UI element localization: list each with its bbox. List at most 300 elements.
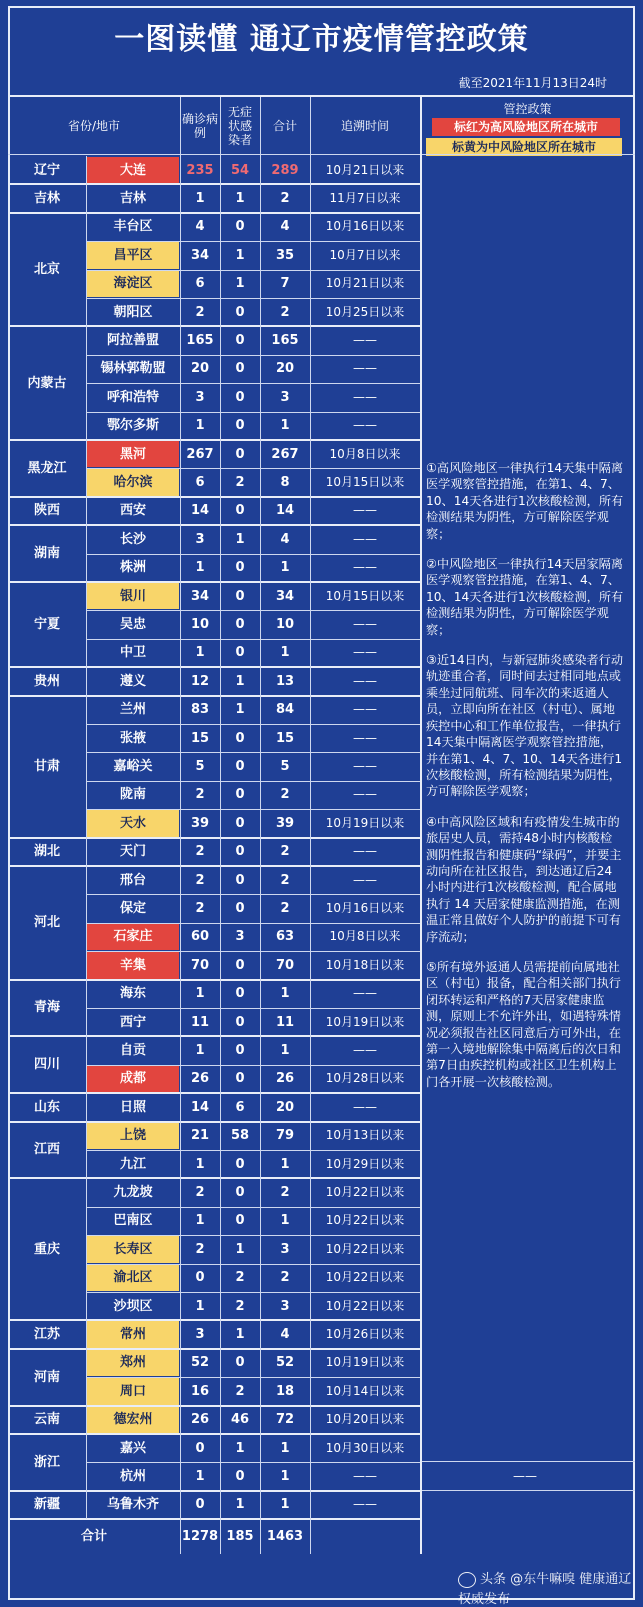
column-divider <box>310 97 311 1554</box>
asymptomatic-cell: 0 <box>235 730 245 746</box>
total-cell: 3 <box>280 1298 290 1314</box>
trace-date-cell: 10月21日以来 <box>325 162 405 177</box>
trace-date-cell: 10月26日以来 <box>325 1327 405 1342</box>
confirmed-cell: 26 <box>190 1071 210 1087</box>
row-divider <box>86 241 420 242</box>
city-cell: 中卫 <box>119 645 146 661</box>
city-cell: 常州 <box>87 1321 179 1347</box>
trace-date-cell: 10月25日以来 <box>325 304 405 319</box>
confirmed-cell: 1 <box>195 418 205 434</box>
province-cell: 北京 <box>33 262 60 278</box>
total-cell: 2 <box>280 901 290 917</box>
asymptomatic-cell: 0 <box>235 1014 245 1030</box>
policy-paragraph-2: ②中风险地区一律执行14天居家隔离医学观察管控措施，在第1、4、7、10、14天各进行1次核酸检测，所有检测结果为阴性，方可解除医学观察； <box>426 557 624 637</box>
trace-date-cell: —— <box>353 730 377 745</box>
trace-date-cell: 10月19日以来 <box>325 1014 405 1029</box>
city-cell: 辛集 <box>87 952 179 978</box>
legend-medium-risk: 标黄为中风险地区所在城市 <box>426 138 622 156</box>
trace-date-cell: 10月8日以来 <box>329 929 401 944</box>
total-cell: 2 <box>280 1185 290 1201</box>
trace-date-cell: 10月16日以来 <box>325 219 405 234</box>
asymptomatic-cell: 0 <box>235 901 245 917</box>
confirmed-cell: 1 <box>195 1469 205 1485</box>
confirmed-cell: 267 <box>186 446 214 462</box>
header-policy: 管控政策 <box>503 102 552 116</box>
total-cell: 11 <box>275 1014 295 1030</box>
province-cell: 山东 <box>33 1099 60 1115</box>
province-cell: 云南 <box>33 1412 60 1428</box>
province-cell: 陕西 <box>33 503 60 519</box>
city-cell: 长沙 <box>119 531 146 547</box>
city-cell: 西安 <box>119 503 146 519</box>
row-divider <box>86 809 420 810</box>
city-cell: 兰州 <box>119 702 146 718</box>
city-cell: 西宁 <box>119 1014 146 1030</box>
trace-date-cell: —— <box>353 503 377 518</box>
city-cell: 天水 <box>87 810 179 836</box>
asymptomatic-cell: 0 <box>235 389 245 405</box>
city-cell: 锡林郭勒盟 <box>100 361 166 377</box>
asymptomatic-cell: 0 <box>235 1213 245 1229</box>
total-cell: 15 <box>275 730 295 746</box>
asymptomatic-cell: 0 <box>235 872 245 888</box>
confirmed-cell: 2 <box>195 1185 205 1201</box>
row-divider <box>8 154 635 155</box>
asymptomatic-cell: 2 <box>235 1383 245 1399</box>
trace-date-cell: —— <box>353 389 377 404</box>
trace-date-cell: 10月14日以来 <box>325 1383 405 1398</box>
province-cell: 宁夏 <box>33 617 60 633</box>
total-cell: 26 <box>275 1071 295 1087</box>
asymptomatic-cell: 0 <box>235 418 245 434</box>
city-cell: 巴南区 <box>113 1213 153 1229</box>
row-divider <box>86 951 420 952</box>
confirmed-cell: 0 <box>195 1497 205 1513</box>
total-label: 合计 <box>80 1528 107 1544</box>
asymptomatic-cell: 3 <box>235 929 245 945</box>
confirmed-cell: 21 <box>190 1128 210 1144</box>
province-cell: 甘肃 <box>33 759 60 775</box>
confirmed-cell: 6 <box>195 475 205 491</box>
trace-date-cell: —— <box>353 1497 377 1512</box>
asymptomatic-cell: 58 <box>230 1128 250 1144</box>
confirmed-cell: 3 <box>195 389 205 405</box>
city-cell: 邢台 <box>119 872 146 888</box>
total-cell: 1 <box>280 418 290 434</box>
confirmed-cell: 52 <box>190 1355 210 1371</box>
city-cell: 朝阳区 <box>113 304 153 320</box>
city-cell: 天门 <box>119 844 146 860</box>
trace-date-cell: —— <box>353 645 377 660</box>
city-cell: 周口 <box>87 1378 179 1404</box>
city-cell: 黑河 <box>87 441 179 467</box>
city-cell: 自贡 <box>119 1043 146 1059</box>
column-divider <box>260 97 261 1554</box>
confirmed-cell: 4 <box>195 219 205 235</box>
column-divider <box>420 97 422 1554</box>
city-cell: 成都 <box>87 1066 179 1092</box>
total-cell: 1 <box>280 1497 290 1513</box>
confirmed-cell: 1 <box>195 1043 205 1059</box>
total-cell: 165 <box>271 333 299 349</box>
confirmed-cell: 14 <box>190 1099 210 1115</box>
asymptomatic-cell: 46 <box>230 1412 250 1428</box>
total-cell: 4 <box>280 531 290 547</box>
trace-date-cell: —— <box>353 1099 377 1114</box>
row-divider <box>86 1264 420 1265</box>
total-cell: 3 <box>280 389 290 405</box>
confirmed-cell: 3 <box>195 531 205 547</box>
trace-date-cell: 10月22日以来 <box>325 1185 405 1200</box>
total-cell: 1 <box>280 1440 290 1456</box>
header-region: 省份/地市 <box>67 118 121 133</box>
total-cell: 289 <box>271 162 299 178</box>
header-trace: 追溯时间 <box>340 118 389 133</box>
total-cell: 1 <box>280 986 290 1002</box>
province-cell: 河北 <box>33 915 60 931</box>
asymptomatic-cell: 6 <box>235 1099 245 1115</box>
asymptomatic-cell: 0 <box>235 815 245 831</box>
total-cell: 18 <box>275 1383 295 1399</box>
row-divider <box>86 610 420 611</box>
asymptomatic-cell: 0 <box>235 304 245 320</box>
confirmed-cell: 1 <box>195 645 205 661</box>
confirmed-cell: 20 <box>190 361 210 377</box>
city-cell: 嘉兴 <box>119 1440 146 1456</box>
asymptomatic-cell: 1 <box>235 191 245 207</box>
trace-date-cell: 10月19日以来 <box>325 815 405 830</box>
city-cell: 银川 <box>87 583 179 609</box>
city-cell: 石家庄 <box>87 924 179 950</box>
header-confirmed: 确诊病例 <box>182 111 219 140</box>
total-cell: 3 <box>280 1241 290 1257</box>
province-cell: 重庆 <box>33 1241 60 1257</box>
asymptomatic-cell: 1 <box>235 531 245 547</box>
confirmed-cell: 39 <box>190 815 210 831</box>
total-sum: 1463 <box>266 1528 304 1544</box>
row-divider <box>86 1150 420 1151</box>
row-divider <box>86 270 420 271</box>
wechat-icon <box>458 1572 476 1588</box>
city-cell: 遵义 <box>119 673 146 689</box>
total-cell: 84 <box>275 702 295 718</box>
confirmed-cell: 15 <box>190 730 210 746</box>
province-cell: 湖南 <box>33 546 60 562</box>
trace-date-cell: —— <box>353 361 377 376</box>
trace-date-cell: —— <box>353 787 377 802</box>
trace-date-cell: 10月29日以来 <box>325 1156 405 1171</box>
total-cell: 1 <box>280 1469 290 1485</box>
row-divider <box>86 554 420 555</box>
policy-text <box>426 460 624 1104</box>
city-cell: 保定 <box>119 901 146 917</box>
confirmed-cell: 2 <box>195 844 205 860</box>
asymptomatic-cell: 0 <box>235 986 245 1002</box>
trace-date-cell: 10月28日以来 <box>325 1071 405 1086</box>
asymptomatic-cell: 0 <box>235 503 245 519</box>
confirmed-cell: 0 <box>195 1270 205 1286</box>
confirmed-cell: 1 <box>195 986 205 1002</box>
city-cell: 上饶 <box>87 1123 179 1149</box>
trace-date-cell: 10月22日以来 <box>325 1241 405 1256</box>
total-cell: 1 <box>280 1156 290 1172</box>
trace-date-cell: —— <box>353 333 377 348</box>
city-cell: 渝北区 <box>87 1265 179 1291</box>
city-cell: 郑州 <box>87 1350 179 1376</box>
confirmed-cell: 2 <box>195 1241 205 1257</box>
row-divider <box>86 298 420 299</box>
city-cell: 大连 <box>87 157 179 183</box>
city-cell: 乌鲁木齐 <box>106 1497 159 1513</box>
asymptomatic-cell: 0 <box>235 844 245 860</box>
trace-date-cell: 10月15日以来 <box>325 588 405 603</box>
city-cell: 德宏州 <box>87 1407 179 1433</box>
trace-date-cell: —— <box>353 560 377 575</box>
row-divider <box>86 1235 420 1236</box>
policy-paragraph-1: ①高风险地区一律执行14天集中隔离医学观察管控措施，在第1、4、7、10、14天各进行1次核酸检测，所有检测结果为阴性，方可解除医学观察； <box>426 461 624 541</box>
trace-date-cell: —— <box>353 872 377 887</box>
province-cell: 江苏 <box>33 1327 60 1343</box>
confirmed-cell: 11 <box>190 1014 210 1030</box>
confirmed-cell: 1 <box>195 1298 205 1314</box>
trace-date-cell: —— <box>353 531 377 546</box>
total-cell: 79 <box>275 1128 295 1144</box>
confirmed-cell: 34 <box>190 247 210 263</box>
column-divider <box>180 97 181 1554</box>
asymptomatic-cell: 0 <box>235 645 245 661</box>
city-cell: 陇南 <box>119 787 146 803</box>
column-divider <box>86 156 87 1519</box>
asymptomatic-cell: 0 <box>235 787 245 803</box>
confirmed-cell: 14 <box>190 503 210 519</box>
as-of-date: 截至2021年11月13日24时 <box>458 76 607 90</box>
asymptomatic-cell: 0 <box>235 446 245 462</box>
city-cell: 日照 <box>119 1099 146 1115</box>
trace-date-cell: 10月7日以来 <box>329 247 401 262</box>
total-cell: 2 <box>280 191 290 207</box>
policy-paragraph-3: ③近14日内，与新冠肺炎感染者行动轨迹重合者，同时间去过相同地点或乘坐过同航班、同车次的来返通人员，立即向所在社区（村屯）、属地疾控中心和工作单位报告，一律执行14天集中隔离医学观察管控措施，并在第1、4、7、10、14天各进行1次核酸检测，所有检测结果为阴性，方可解除医学观察； <box>426 653 624 799</box>
asymptomatic-cell: 2 <box>235 1298 245 1314</box>
asymptomatic-cell: 1 <box>235 1327 245 1343</box>
asymptomatic-cell: 1 <box>235 1440 245 1456</box>
asymptomatic-cell: 0 <box>235 361 245 377</box>
row-divider <box>86 894 420 895</box>
total-cell: 1 <box>280 560 290 576</box>
row-divider <box>86 781 420 782</box>
trace-date-cell: 10月16日以来 <box>325 901 405 916</box>
trace-date-cell: 10月15日以来 <box>325 475 405 490</box>
row-divider <box>420 1461 635 1462</box>
total-cell: 14 <box>275 503 295 519</box>
confirmed-cell: 6 <box>195 276 205 292</box>
total-cell: 4 <box>280 219 290 235</box>
total-asymptomatic: 185 <box>226 1528 254 1544</box>
total-cell: 39 <box>275 815 295 831</box>
confirmed-cell: 1 <box>195 560 205 576</box>
city-cell: 海东 <box>119 986 146 1002</box>
province-cell: 黑龙江 <box>27 460 67 476</box>
confirmed-cell: 34 <box>190 588 210 604</box>
asymptomatic-cell: 2 <box>235 475 245 491</box>
total-cell: 2 <box>280 1270 290 1286</box>
total-cell: 1 <box>280 1043 290 1059</box>
asymptomatic-cell: 1 <box>235 247 245 263</box>
total-cell: 52 <box>275 1355 295 1371</box>
total-cell: 10 <box>275 617 295 633</box>
trace-date-cell: 10月22日以来 <box>325 1270 405 1285</box>
asymptomatic-cell: 1 <box>235 673 245 689</box>
province-cell: 内蒙古 <box>27 375 67 391</box>
trace-date-cell: —— <box>353 844 377 859</box>
confirmed-cell: 12 <box>190 673 210 689</box>
city-cell: 昌平区 <box>87 242 179 268</box>
city-cell: 海淀区 <box>87 271 179 297</box>
confirmed-cell: 26 <box>190 1412 210 1428</box>
row-divider <box>86 412 420 413</box>
total-cell: 5 <box>280 759 290 775</box>
trace-date-cell: 10月19日以来 <box>325 1355 405 1370</box>
asymptomatic-cell: 0 <box>235 333 245 349</box>
asymptomatic-cell: 54 <box>230 162 250 178</box>
province-cell: 湖北 <box>33 844 60 860</box>
trace-date-cell: 10月30日以来 <box>325 1440 405 1455</box>
trace-date-cell: —— <box>353 759 377 774</box>
total-cell: 267 <box>271 446 299 462</box>
city-cell: 九龙坡 <box>113 1185 153 1201</box>
trace-date-cell: 10月20日以来 <box>325 1412 405 1427</box>
total-cell: 20 <box>275 361 295 377</box>
asymptomatic-cell: 0 <box>235 219 245 235</box>
trace-date-cell: —— <box>353 1043 377 1058</box>
trace-date-cell: —— <box>353 617 377 632</box>
confirmed-cell: 235 <box>186 162 214 178</box>
asymptomatic-cell: 0 <box>235 1071 245 1087</box>
asymptomatic-cell: 0 <box>235 617 245 633</box>
trace-date-cell: 10月13日以来 <box>325 1128 405 1143</box>
row-divider <box>86 639 420 640</box>
watermark-text: 头条 @东牛嘛嗅 健康通辽权威发布 <box>458 1572 632 1607</box>
row-divider <box>86 1065 420 1066</box>
city-cell: 呼和浩特 <box>106 389 159 405</box>
city-cell: 杭州 <box>119 1469 146 1485</box>
total-cell: 20 <box>275 1099 295 1115</box>
province-cell: 青海 <box>33 1000 60 1016</box>
confirmed-cell: 70 <box>190 957 210 973</box>
trace-date-cell: 10月22日以来 <box>325 1298 405 1313</box>
trace-date-cell: 11月7日以来 <box>329 191 401 206</box>
row-divider <box>86 1462 420 1463</box>
row-divider <box>86 468 420 469</box>
row-divider <box>86 1377 420 1378</box>
total-cell: 2 <box>280 872 290 888</box>
province-cell: 吉林 <box>33 191 60 207</box>
watermark <box>458 1568 643 1607</box>
city-cell: 嘉峪关 <box>113 759 153 775</box>
total-cell: 72 <box>275 1412 295 1428</box>
asymptomatic-cell: 0 <box>235 957 245 973</box>
province-cell: 贵州 <box>33 673 60 689</box>
row-divider <box>86 355 420 356</box>
trace-date-cell: —— <box>353 1469 377 1484</box>
confirmed-cell: 16 <box>190 1383 210 1399</box>
confirmed-cell: 2 <box>195 304 205 320</box>
row-divider <box>86 383 420 384</box>
asymptomatic-cell: 0 <box>235 560 245 576</box>
asymptomatic-cell: 0 <box>235 1156 245 1172</box>
header-asymptomatic: 无症状感染者 <box>227 104 252 147</box>
total-cell: 7 <box>280 276 290 292</box>
row-divider <box>86 724 420 725</box>
column-divider <box>220 97 221 1554</box>
asymptomatic-cell: 1 <box>235 1241 245 1257</box>
trace-date-cell: 10月22日以来 <box>325 1213 405 1228</box>
row-divider <box>420 1490 635 1491</box>
trace-date-cell: —— <box>353 986 377 1001</box>
asymptomatic-cell: 0 <box>235 1469 245 1485</box>
confirmed-cell: 1 <box>195 1213 205 1229</box>
confirmed-cell: 165 <box>186 333 214 349</box>
row-divider <box>86 752 420 753</box>
city-cell: 丰台区 <box>113 219 153 235</box>
confirmed-cell: 0 <box>195 1440 205 1456</box>
city-cell: 鄂尔多斯 <box>106 418 159 434</box>
header-total: 合计 <box>272 118 297 133</box>
city-cell: 株洲 <box>119 560 146 576</box>
legend-high-risk: 标红为高风险地区所在城市 <box>432 118 620 136</box>
asymptomatic-cell: 0 <box>235 1355 245 1371</box>
total-cell: 8 <box>280 475 290 491</box>
confirmed-cell: 10 <box>190 617 210 633</box>
trace-date-cell: —— <box>353 418 377 433</box>
province-cell: 浙江 <box>33 1454 60 1470</box>
policy-paragraph-4: ④中高风险区域和有疫情发生城市的旅居史人员，需持48小时内核酸检测阴性报告和健康码“绿码”，并要主动向所在社区报告，到达通辽后24小时内进行1次核酸检测，配合属地执行 14 天居家健康监测措施，在测温正常且做好个人防护的前提下可有序流动； <box>426 814 622 944</box>
total-cell: 2 <box>280 787 290 803</box>
city-cell: 哈尔滨 <box>87 469 179 495</box>
asymptomatic-cell: 1 <box>235 276 245 292</box>
confirmed-cell: 1 <box>195 1156 205 1172</box>
province-cell: 四川 <box>33 1057 60 1073</box>
total-cell: 4 <box>280 1327 290 1343</box>
city-cell: 长寿区 <box>87 1236 179 1262</box>
asymptomatic-cell: 0 <box>235 588 245 604</box>
total-cell: 63 <box>275 929 295 945</box>
asymptomatic-cell: 1 <box>235 702 245 718</box>
row-divider <box>86 1292 420 1293</box>
province-cell: 江西 <box>33 1142 60 1158</box>
confirmed-cell: 60 <box>190 929 210 945</box>
trace-date-cell: 10月21日以来 <box>325 276 405 291</box>
asymptomatic-cell: 1 <box>235 1497 245 1513</box>
province-cell: 辽宁 <box>33 162 60 178</box>
total-cell: 35 <box>275 247 295 263</box>
province-cell: 河南 <box>33 1369 60 1385</box>
confirmed-cell: 2 <box>195 901 205 917</box>
confirmed-cell: 3 <box>195 1327 205 1343</box>
total-cell: 2 <box>280 844 290 860</box>
confirmed-cell: 2 <box>195 872 205 888</box>
city-cell: 阿拉善盟 <box>106 333 159 349</box>
city-cell: 沙坝区 <box>113 1298 153 1314</box>
policy-dash-xinjiang: —— <box>513 1469 537 1484</box>
total-cell: 13 <box>275 673 295 689</box>
asymptomatic-cell: 2 <box>235 1270 245 1286</box>
page-title: 一图读懂 通辽市疫情管控政策 <box>114 22 529 57</box>
total-cell: 34 <box>275 588 295 604</box>
confirmed-cell: 5 <box>195 759 205 775</box>
row-divider <box>86 923 420 924</box>
row-divider <box>86 1008 420 1009</box>
asymptomatic-cell: 0 <box>235 1185 245 1201</box>
